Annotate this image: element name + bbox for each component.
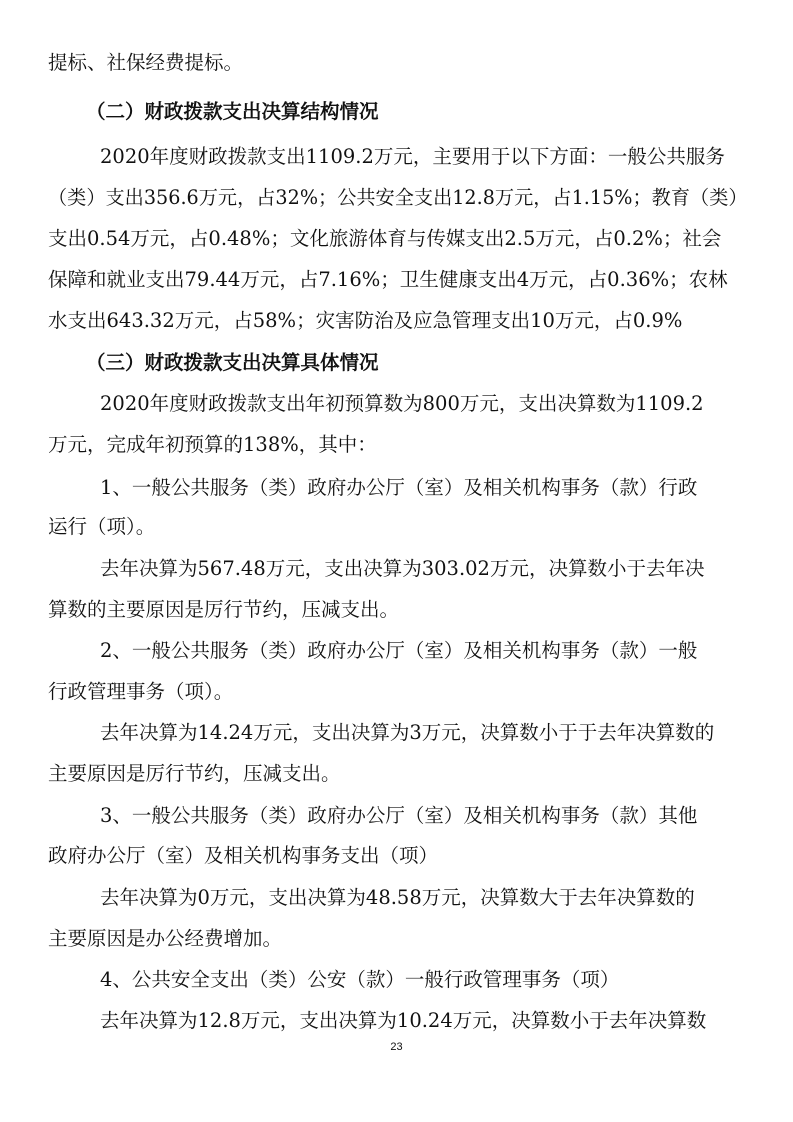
document-page: 提标、社保经费提标。 （二）财政拨款支出决算结构情况 2020年度财政拨款支出1109.2万元，主要用于以下方面：一般公共服务 （类）支出356.6万元，占32%；公共安全支出12.8万元，占1.15%；教育（类） 支出0.54万元，占0.48%；文化旅游体育与传媒支出2.5万元，占0.2%；社会 保障和就业支出79.44万元，占7.16%；卫生健康支出4万元，占0.36%；农林 水支出643.32万元，占58%；灾害防治及应急管理支出10万元，占0.9% （三）财政拨款支出决算具体情况 2020年度财政拨款支出年初预算数为800万元，支出决算数为1109.2 万元，完成年初预算的138%，其中： 1、一般公共服务（类）政府办公厅（室）及相关机构事务（款）行政 运行（项）。 去年决算为567.48万元，支出决算为303.02万元，决算数小于去年决 算数的主要原因是厉行节约，压减支出。 2、一般公共服务（类）政府办公厅（室）及相关机构事务（款）一般 行政管理事务（项）。 去年决算为14.24万元，支出决算为3万元，决算数小于于去年决算数的 主要原因是厉行节约，压减支出。 3、一般公共服务（类）政府办公厅（室）及相关机构事务（款）其他 政府办公厅（室）及相关机构事务支出（项） 去年决算为0万元，支出决算为48.58万元，决算数大于去年决算数的 主要原因是办公经费增加。 4、公共安全支出（类）公安（款）一般行政管理事务（项） 去年决算为12.8万元，支出决算为10.24万元，决算数小于去年决算数 23 bbox=[0, 0, 793, 1122]
page-number: 23 bbox=[390, 1041, 403, 1053]
